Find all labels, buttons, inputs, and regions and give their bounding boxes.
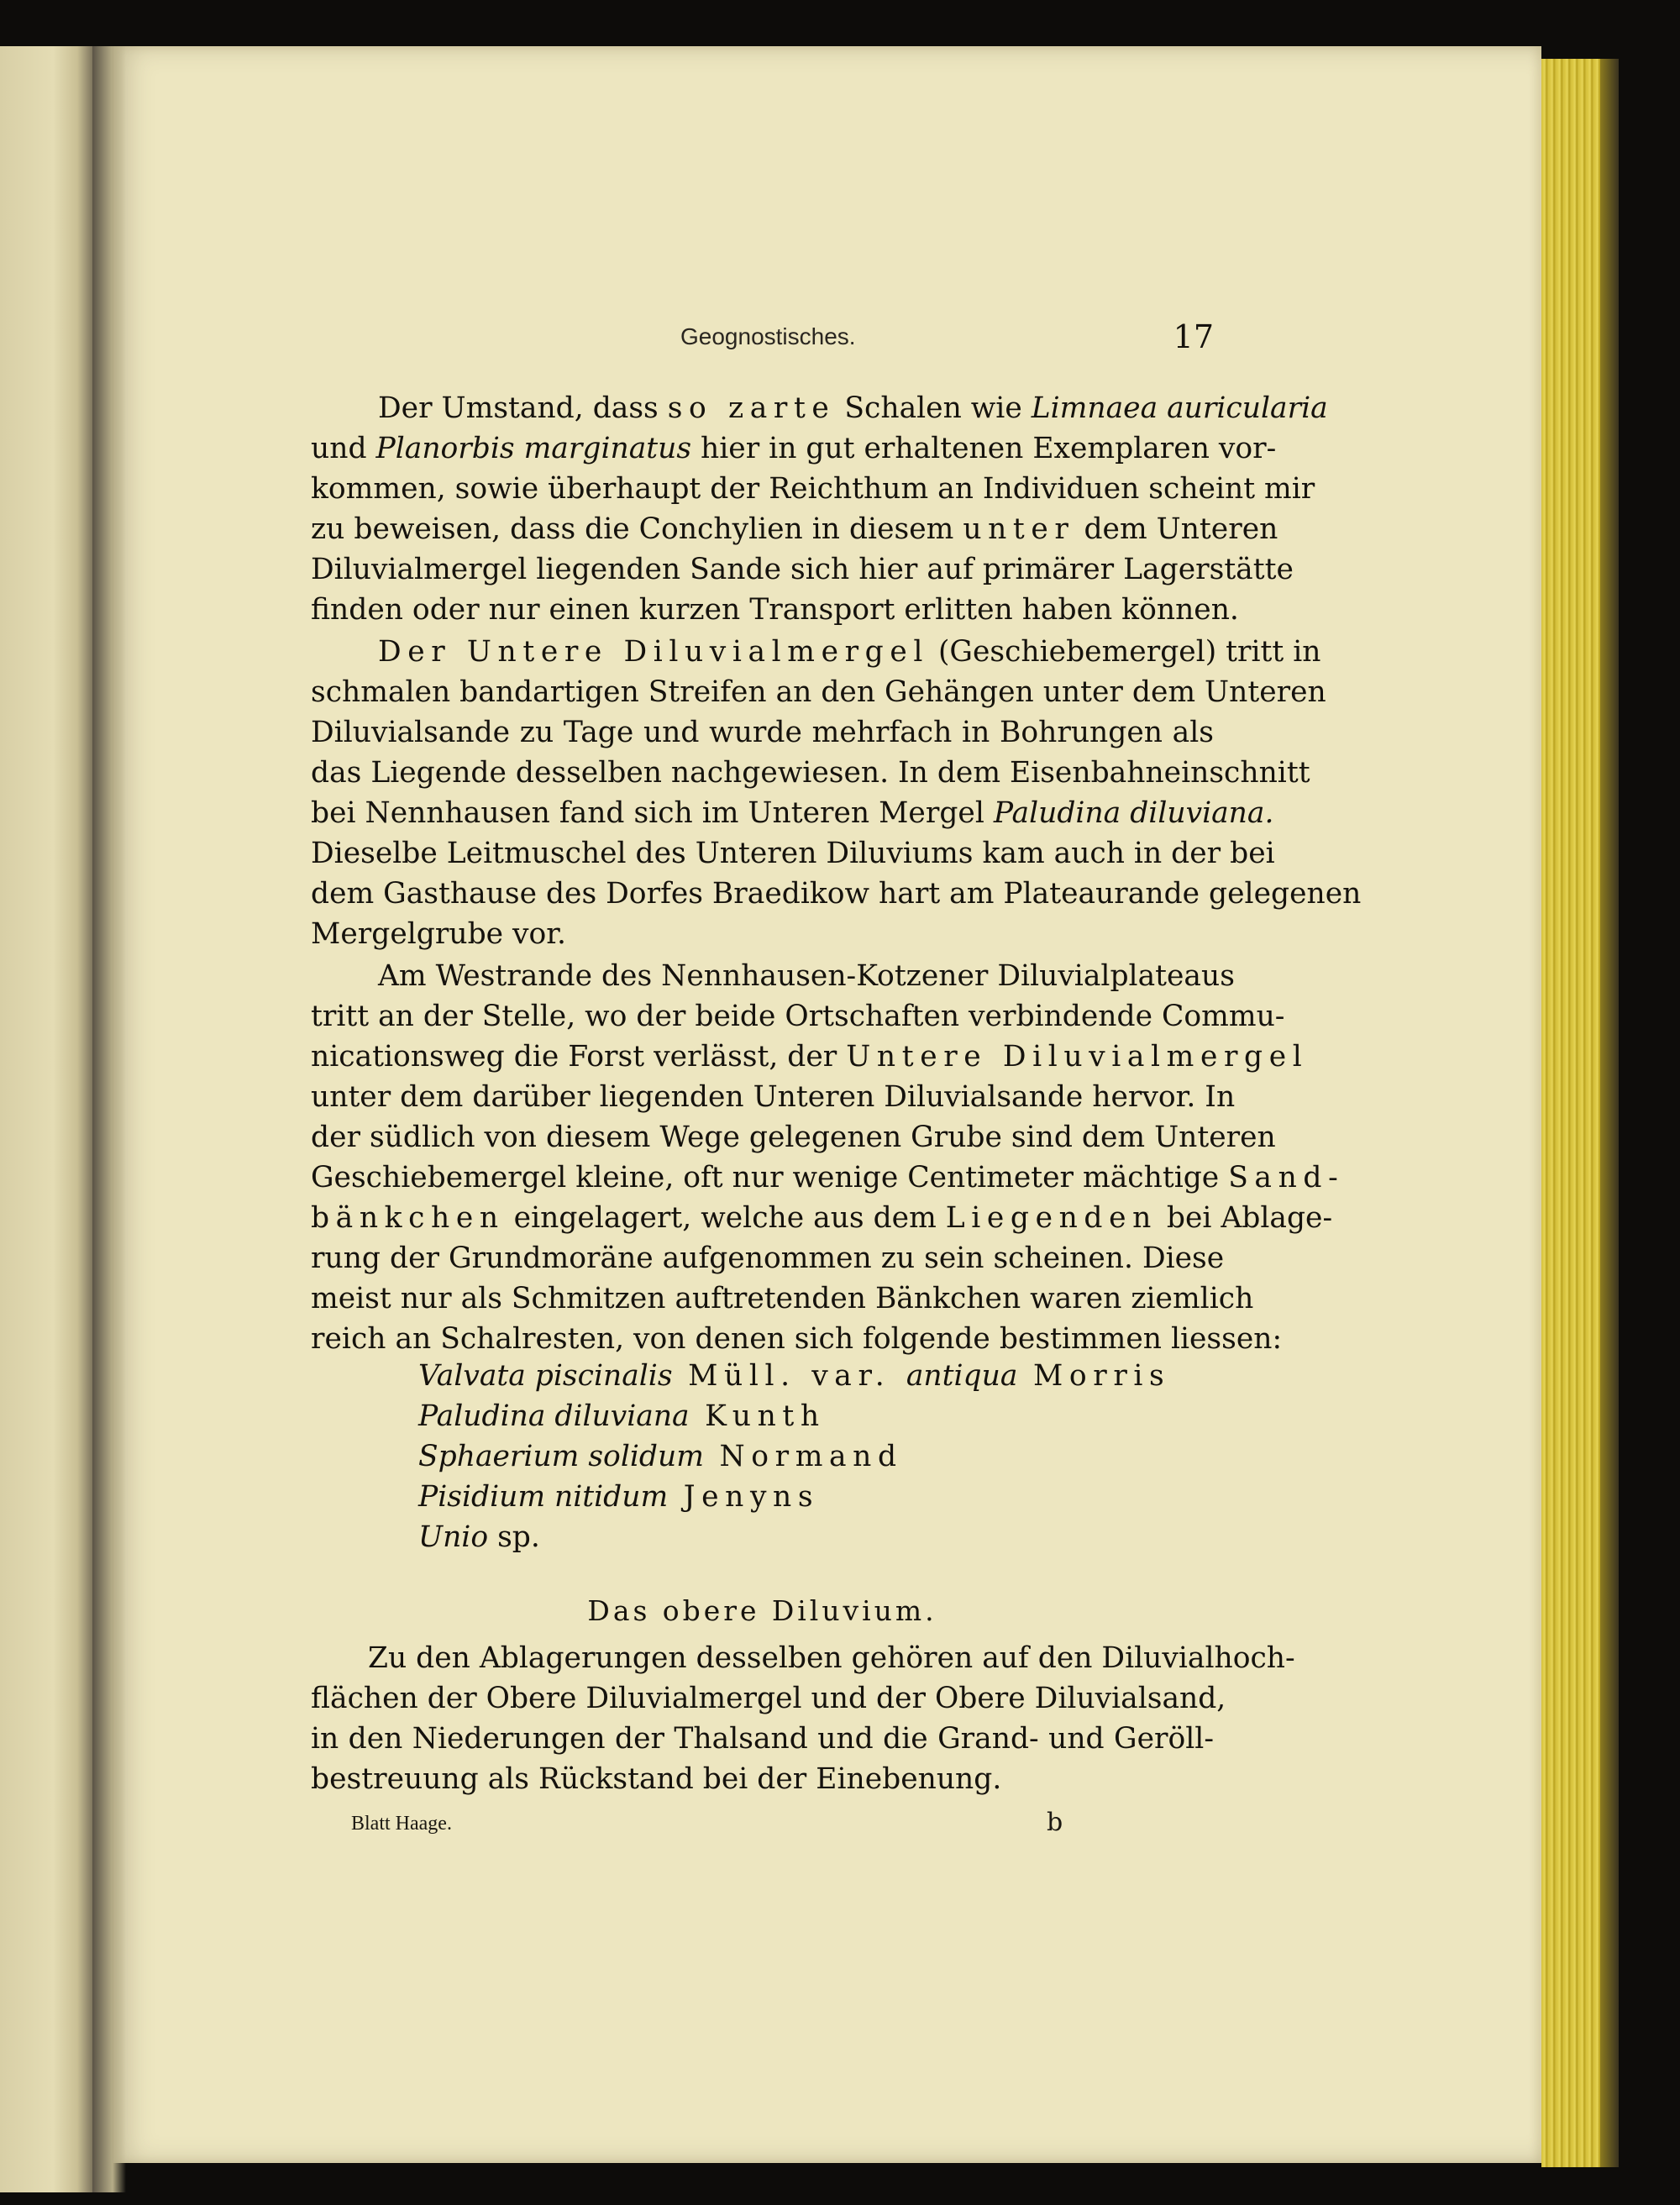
signature-line: Blatt Haage.	[351, 1813, 452, 1835]
gutter-shadow	[92, 46, 126, 2192]
text-line: unter dem darüber liegenden Unteren Diluvialsande hervor. In	[311, 1080, 1236, 1114]
text-line: flächen der Obere Diluvialmergel und der Obere Diluvialsand,	[311, 1682, 1226, 1715]
species-item: Unio sp.	[418, 1520, 540, 1554]
text-line: tritt an der Stelle, wo der beide Ortschaften verbindende Commu-	[311, 1000, 1285, 1033]
text-line: rung der Grundmoräne aufgenommen zu sein scheinen. Diese	[311, 1242, 1225, 1275]
text-line: der südlich von diesem Wege gelegenen Grube sind dem Unteren	[311, 1121, 1276, 1154]
text-line: bestreuung als Rückstand bei der Einebenung.	[311, 1762, 1002, 1796]
text-line: nicationsweg die Forst verlässt, der Untere Diluvialmergel	[311, 1040, 1309, 1074]
text-line: Geschiebemergel kleine, oft nur wenige Centimeter mächtige Sand-	[311, 1161, 1345, 1194]
text-line: meist nur als Schmitzen auftretenden Bänkchen waren ziemlich	[311, 1282, 1254, 1315]
binding-edge	[1600, 59, 1619, 2167]
text-line: Diluvialsande zu Tage und wurde mehrfach in Bohrungen als	[311, 716, 1214, 749]
text-line: Der Untere Diluvialmergel (Geschiebemergel) tritt in	[378, 635, 1321, 669]
facing-page-edge	[0, 46, 97, 2192]
text-line: Dieselbe Leitmuschel des Unteren Diluviums kam auch in der bei	[311, 837, 1275, 870]
text-line: das Liegende desselben nachgewiesen. In dem Eisenbahneinschnitt	[311, 756, 1310, 790]
text-line: schmalen bandartigen Streifen an den Gehängen unter dem Unteren	[311, 675, 1326, 709]
text-line: Der Umstand, dass so zarte Schalen wie Limnaea auricularia	[378, 391, 1328, 425]
text-line: zu beweisen, dass die Conchylien in diesem unter dem Unteren	[311, 512, 1278, 546]
text-line: finden oder nur einen kurzen Transport erlitten haben können.	[311, 593, 1239, 627]
species-item: Sphaerium solidum Normand	[418, 1440, 903, 1473]
text-line: in den Niederungen der Thalsand und die Grand- und Geröll-	[311, 1722, 1214, 1756]
text-line: Mergelgrube vor.	[311, 917, 566, 951]
text-line: dem Gasthause des Dorfes Braedikow hart am Plateaurande gelegenen	[311, 877, 1362, 911]
species-item: Paludina diluviana Kunth	[418, 1399, 826, 1433]
section-heading: Das obere Diluvium.	[587, 1594, 937, 1627]
text-line: und Planorbis marginatus hier in gut erhaltenen Exemplaren vor-	[311, 432, 1277, 465]
gilt-fore-edge	[1541, 59, 1607, 2167]
running-header	[311, 318, 1214, 365]
signature-mark: b	[1047, 1808, 1063, 1837]
species-item: Pisidium nitidum Jenyns	[418, 1480, 820, 1514]
page-number: 17	[1173, 318, 1214, 355]
running-title: Geognostisches.	[680, 323, 856, 349]
text-line: kommen, sowie überhaupt der Reichthum an Individuen scheint mir	[311, 472, 1315, 506]
text-line: Zu den Ablagerungen desselben gehören auf den Diluvialhoch-	[368, 1641, 1295, 1675]
text-line: Diluvialmergel liegenden Sande sich hier auf primärer Lagerstätte	[311, 553, 1294, 586]
species-item: Valvata piscinalis Müll. var. antiqua Morris	[418, 1359, 1171, 1393]
text-line: reich an Schalresten, von denen sich folgende bestimmen liessen:	[311, 1322, 1283, 1356]
text-line: bänkchen eingelagert, welche aus dem Liegenden bei Ablage-	[311, 1201, 1333, 1235]
text-line: bei Nennhausen fand sich im Unteren Mergel Paludina diluviana.	[311, 796, 1274, 830]
text-line: Am Westrande des Nennhausen-Kotzener Diluvialplateaus	[378, 959, 1235, 993]
